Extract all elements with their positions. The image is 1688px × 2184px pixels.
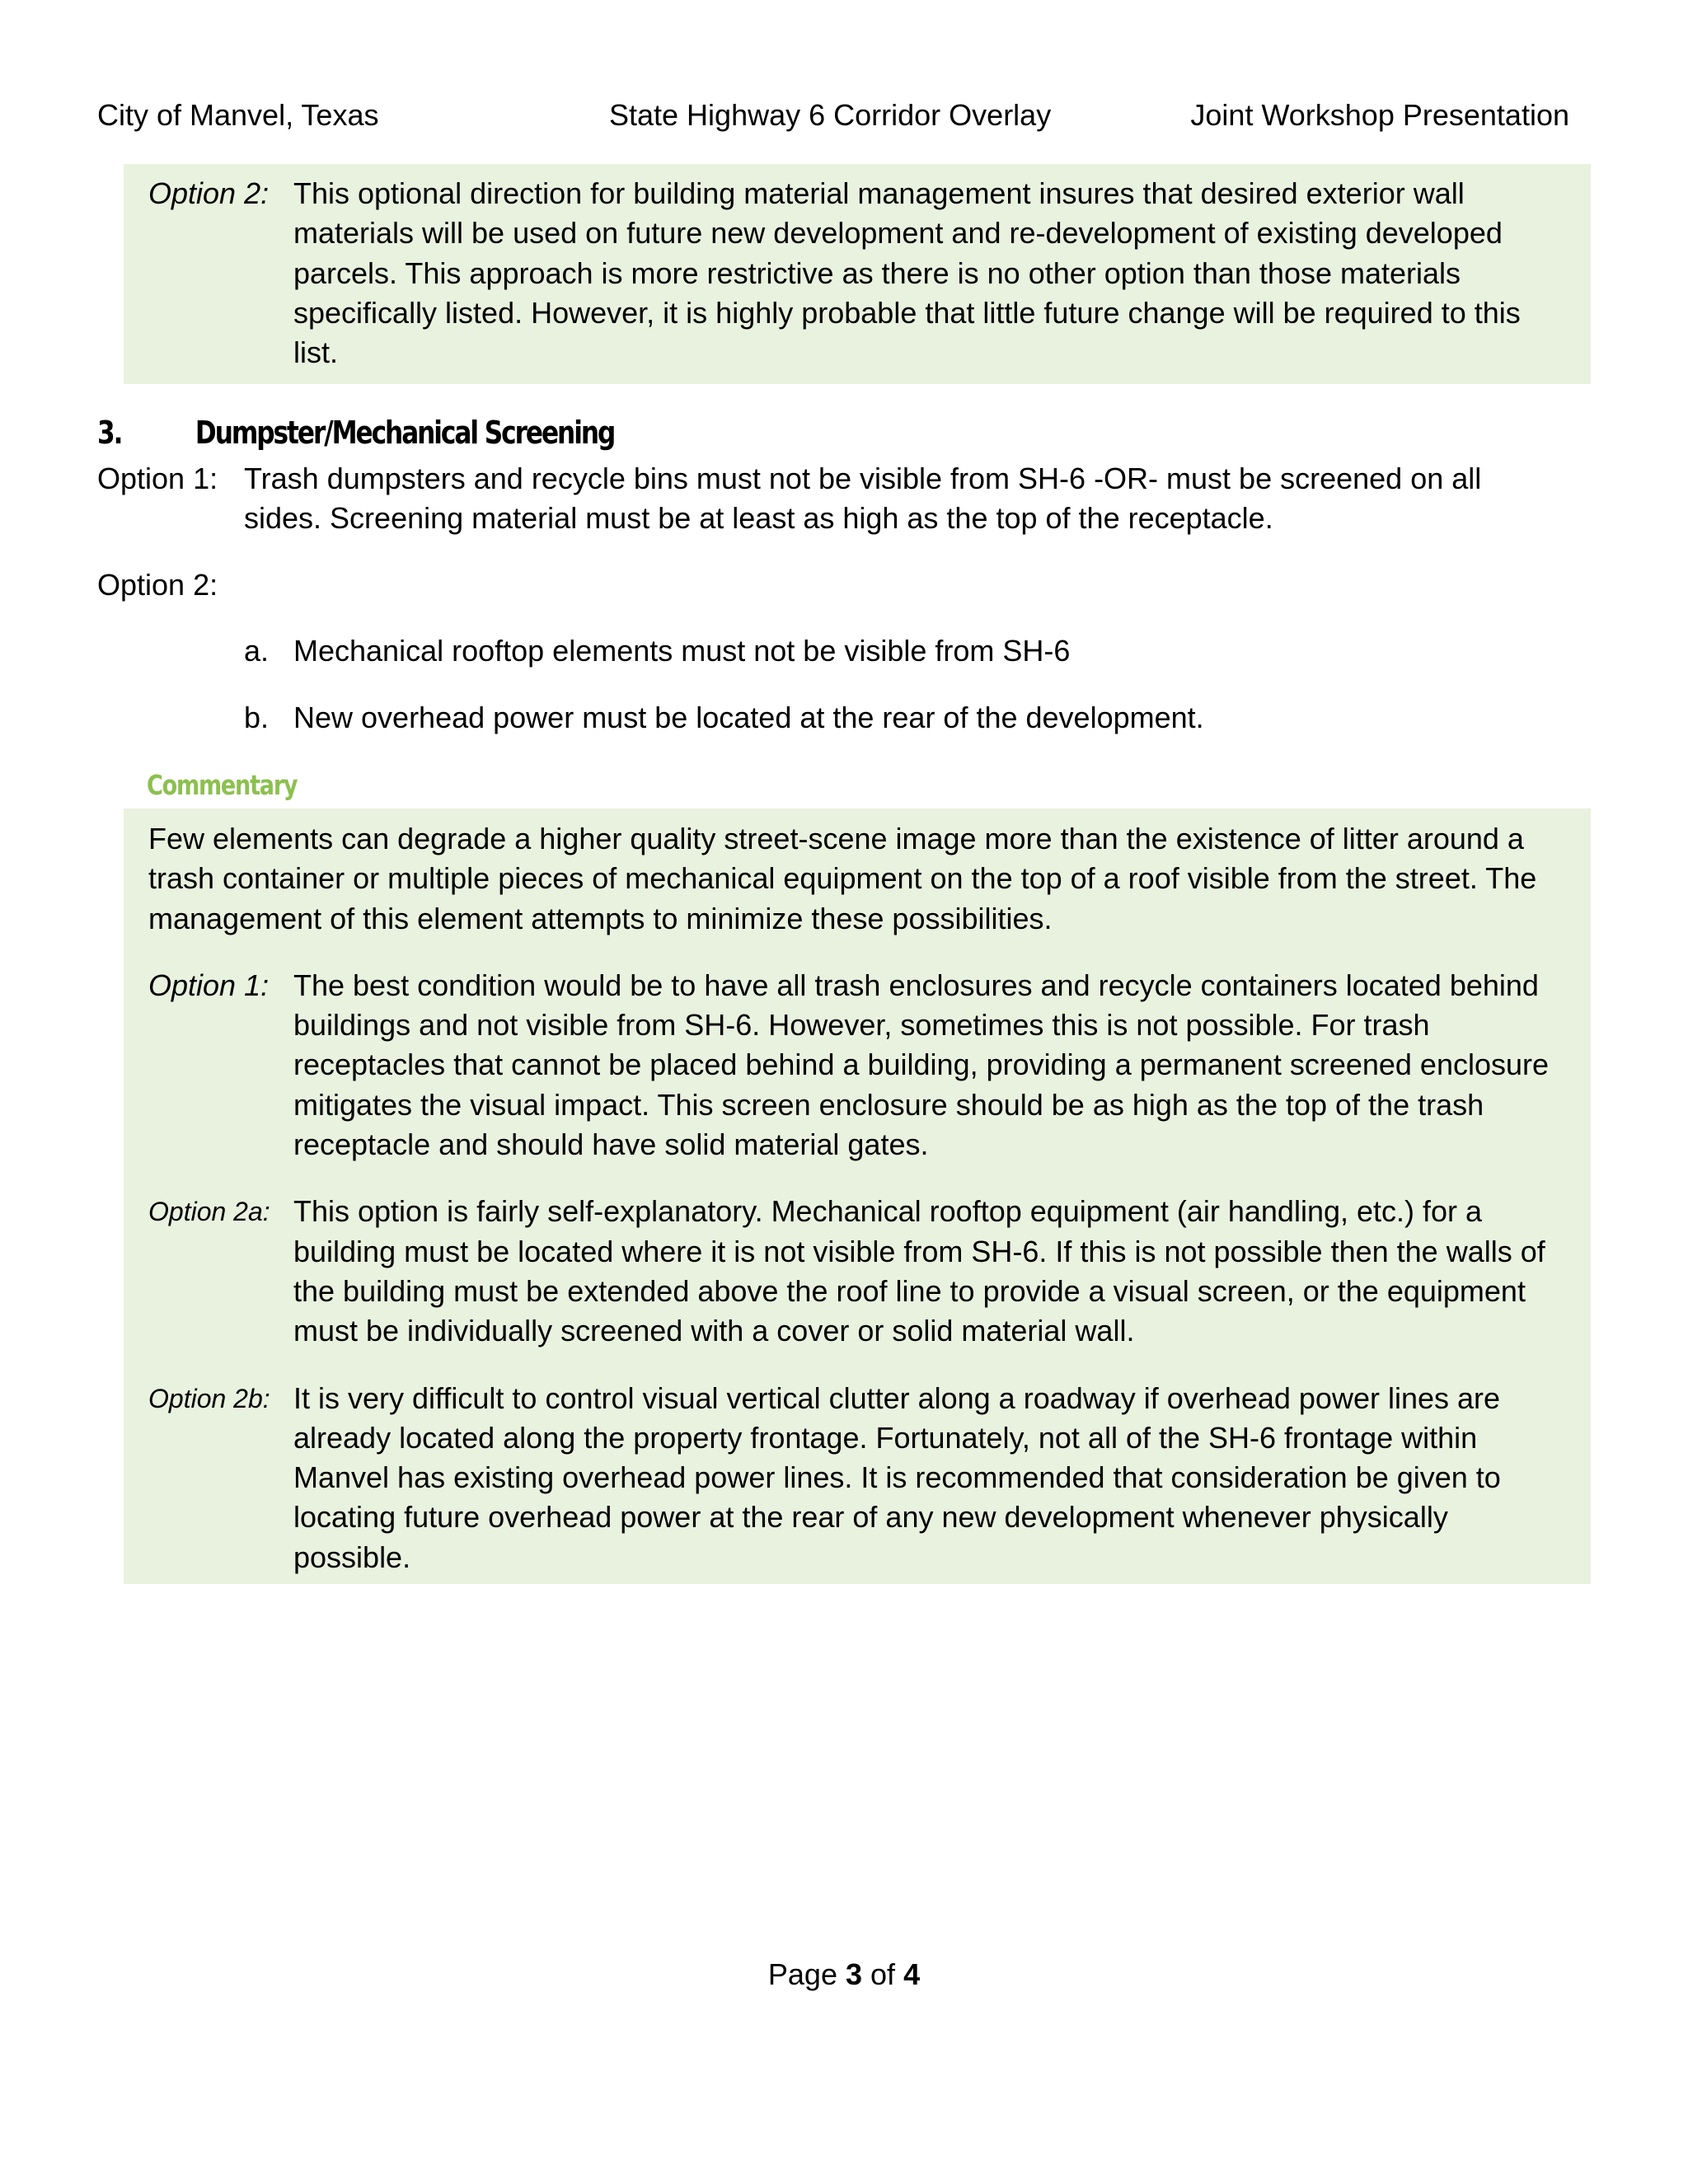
footer-of-word: of — [870, 1957, 896, 1991]
header-city: City of Manvel, Texas — [97, 98, 379, 132]
top-option-text: This optional direction for building material management insures that desired exterior wall materials will be used on future new development and re-development of existing developed parcels. This approach is more restrictive as there is no other option than those materials specifically listed. However, it is highly probable that little future change will be required to this list. — [293, 176, 1521, 370]
commentary-option — [124, 1379, 1591, 1577]
page-footer — [0, 1955, 1688, 1994]
commentary-intro: Few elements can degrade a higher quality street-scene image more than the existence of litter around a trash container or multiple pieces of mechanical equipment on the top of a roof visible from the street. The management of this element attempts to minimize these possibilities. — [148, 822, 1537, 935]
list-item-marker: a. — [244, 634, 270, 668]
option-1-label: Option 1: — [97, 462, 218, 495]
commentary-option-label: Option 1: — [148, 968, 270, 1002]
commentary-option-text: It is very difficult to control visual vertical clutter along a roadway if overhead power lines are already located along the property frontage. Fortunately, not all of the SH-6 frontage within Manvel has existing overhead power lines. It is recommended that consideration be given to locating future overhead power at the rear of any new development whenever physically possible. — [293, 1380, 1501, 1574]
list-item-text: New overhead power must be located at the rear of the development. — [293, 701, 1204, 734]
list-item-text: Mechanical rooftop elements must not be visible from SH-6 — [293, 634, 1071, 668]
footer-total-pages: 4 — [903, 1957, 921, 1991]
commentary-option-label: Option 2b: — [148, 1383, 270, 1413]
commentary-option-label: Option 2a: — [148, 1197, 270, 1227]
footer-current-page: 3 — [845, 1957, 863, 1991]
commentary-option — [124, 1192, 1591, 1351]
option-2-label: Option 2: — [97, 568, 218, 602]
page-header — [97, 96, 1569, 135]
commentary-box — [124, 808, 1591, 1584]
footer-page-word: Page — [767, 1957, 837, 1991]
commentary-option-text: The best condition would be to have all trash enclosures and recycle containers located behind buildings and not visible from SH-6. However, sometimes this is not possible. For trash receptacles that cannot be placed behind a building, providing a permanent screened enclosure mitigates the visual impact. This screen enclosure should be as high as the top of the trash receptacle and should have solid material gates. — [293, 968, 1550, 1162]
option-1-text: Trash dumpsters and recycle bins must not be visible from SH-6 -OR- must be screened on all sides. Screening material must be at least as high as the top of the receptacle. — [244, 462, 1482, 536]
header-document-title: State Highway 6 Corridor Overlay — [609, 98, 1052, 132]
header-presentation: Joint Workshop Presentation — [1190, 98, 1569, 132]
commentary-option — [124, 966, 1591, 1165]
list-item-marker: b. — [244, 701, 270, 734]
top-commentary-box — [124, 164, 1591, 384]
top-option-2 — [124, 174, 1591, 373]
section-heading — [97, 410, 614, 455]
section-title: Dumpster/Mechanical Screening — [195, 415, 615, 451]
section-number: 3. — [97, 415, 122, 451]
commentary-option-text: This option is fairly self-explanatory. Mechanical rooftop equipment (air handling, etc.) for a building must be located where it is not visible from SH-6. If this is not possible then the walls of the building must be extended above the roof line to provide a visual screen, or the equipment must be individually screened with a cover or solid material wall. — [293, 1194, 1545, 1348]
commentary-heading: Commentary — [147, 769, 298, 801]
top-option-label: Option 2: — [148, 176, 270, 210]
